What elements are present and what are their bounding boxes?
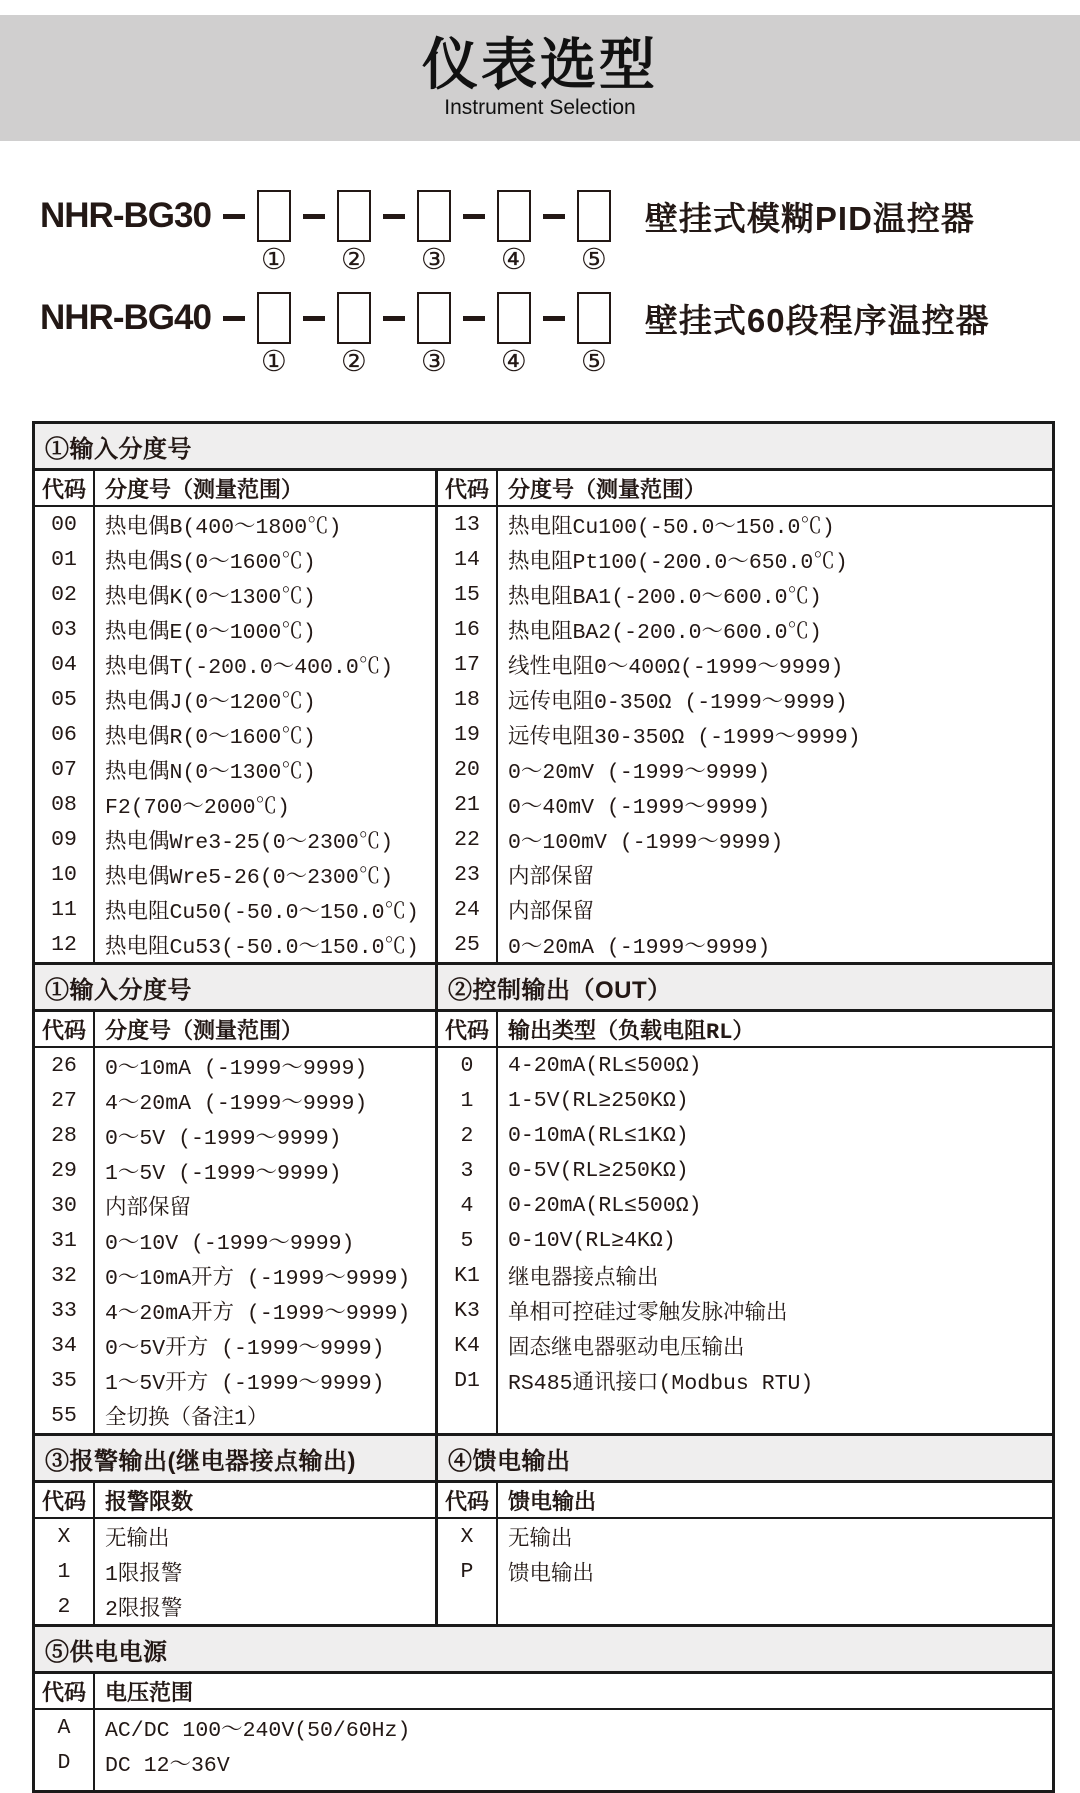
code-cell: 13 [454, 512, 480, 537]
spacer [40, 245, 1080, 275]
table-row [438, 577, 1052, 612]
label-cell: 热电阻BA1(-200.0～600.0℃) [508, 586, 822, 610]
label-cell: 0-20mA(RL≤500Ω) [508, 1193, 702, 1218]
section-body [35, 471, 1052, 962]
code-cell: 18 [454, 687, 480, 712]
label-cell: 全切换（备注1） [105, 1407, 269, 1431]
code-cell: K4 [454, 1333, 480, 1358]
label-cell: 热电阻Cu53(-50.0～150.0℃) [105, 936, 419, 960]
option-box [577, 292, 611, 344]
code-cell: 33 [51, 1298, 77, 1323]
code-cell: 4 [460, 1193, 474, 1218]
option-box [417, 292, 451, 344]
code-cell: 2 [57, 1594, 71, 1619]
table-row [438, 1223, 1052, 1258]
label-cell: 热电偶N(0～1300℃) [105, 761, 316, 785]
position-number: ④ [500, 244, 527, 276]
label-column-header: 电压范围 [105, 1681, 194, 1707]
code-cell: 10 [51, 862, 77, 887]
label-cell: 远传电阻30-350Ω (-1999～9999) [508, 726, 861, 750]
dash-separator [303, 316, 325, 321]
label-cell: 无输出 [105, 1528, 170, 1552]
column-header-row [438, 1483, 1052, 1519]
code-cell: 26 [51, 1053, 77, 1078]
dash-separator [543, 316, 565, 321]
dash-separator [303, 214, 325, 219]
label-cell: 0～10mA开方 (-1999～9999) [105, 1267, 411, 1291]
column-header-row [35, 471, 435, 507]
table-row [438, 857, 1052, 892]
column-header-row [35, 1012, 435, 1048]
label-cell: 热电阻Cu50(-50.0～150.0℃) [105, 901, 419, 925]
table-row [35, 1293, 435, 1328]
table-row [35, 892, 435, 927]
table-row [438, 507, 1052, 542]
table-row [35, 1223, 435, 1258]
model-code: NHR-BG40 [40, 298, 211, 337]
table-row [438, 1258, 1052, 1293]
label-cell: 单相可控硅过零触发脉冲输出 [508, 1302, 788, 1326]
option-box [257, 190, 291, 242]
code-cell: 04 [51, 652, 77, 677]
table-row [438, 892, 1052, 927]
table-row [35, 752, 435, 787]
table-row [35, 1118, 435, 1153]
label-cell: 0～40mV (-1999～9999) [508, 796, 771, 820]
column-header-row [35, 1483, 435, 1519]
table-row [438, 927, 1052, 962]
column-header-row [35, 1674, 1052, 1710]
option-box [497, 190, 531, 242]
table-row [35, 507, 435, 542]
code-cell: D1 [454, 1368, 480, 1393]
label-column-header: 分度号（测量范围） [105, 478, 304, 504]
label-cell: 0～20mV (-1999～9999) [508, 761, 771, 785]
table-row [438, 1328, 1052, 1363]
option-box [257, 292, 291, 344]
option-box [417, 190, 451, 242]
feed-output-column [438, 1483, 1052, 1624]
code-cell: 1 [57, 1559, 71, 1584]
position-number: ① [260, 346, 287, 378]
label-cell: 远传电阻0-350Ω (-1999～9999) [508, 691, 848, 715]
code-cell: 25 [454, 932, 480, 957]
code-cell: 07 [51, 757, 77, 782]
code-cell: 03 [51, 617, 77, 642]
code-column-header: 代码 [444, 478, 489, 504]
label-cell: 0-10V(RL≥4KΩ) [508, 1228, 676, 1253]
label-cell: 0～20mA (-1999～9999) [508, 936, 771, 960]
code-cell: 08 [51, 792, 77, 817]
code-cell: X [57, 1524, 71, 1549]
option-slot [417, 190, 451, 276]
option-slot [257, 190, 291, 276]
code-cell: 30 [51, 1193, 77, 1218]
model-line [40, 289, 1080, 378]
label-cell: 热电阻Cu100(-50.0～150.0℃) [508, 516, 835, 540]
dash-separator [223, 316, 245, 321]
code-cell: 00 [51, 512, 77, 537]
label-cell: 继电器接点输出 [508, 1267, 659, 1291]
code-cell: 02 [51, 582, 77, 607]
model-description: 壁挂式模糊PID温控器 [644, 199, 975, 237]
option-slot [497, 292, 531, 378]
table-row [438, 752, 1052, 787]
input-division-continued-column [35, 1012, 438, 1433]
code-cell: 23 [454, 862, 480, 887]
code-cell: 21 [454, 792, 480, 817]
label-column-header: 馈电输出 [508, 1490, 597, 1516]
position-number: ② [340, 346, 367, 378]
table-row [438, 1293, 1052, 1328]
option-box [577, 190, 611, 242]
label-cell: 0～5V (-1999～9999) [105, 1127, 342, 1151]
code-cell: 12 [51, 932, 77, 957]
code-cell: 28 [51, 1123, 77, 1148]
table-row [438, 787, 1052, 822]
label-cell: 热电阻BA2(-200.0～600.0℃) [508, 621, 822, 645]
code-cell: 1 [460, 1088, 474, 1113]
label-column-header: 输出类型（负载电阻RL） [508, 1019, 755, 1045]
label-cell: 热电偶Wre3-25(0～2300℃) [105, 831, 394, 855]
label-cell: 1-5V(RL≥250KΩ) [508, 1088, 689, 1113]
label-cell: 4～20mA (-1999～9999) [105, 1092, 368, 1116]
table-row [35, 927, 435, 962]
page-header [0, 15, 1080, 141]
dash-separator [543, 214, 565, 219]
option-slot [337, 292, 371, 378]
table-row [438, 647, 1052, 682]
code-cell: 09 [51, 827, 77, 852]
code-cell: 16 [454, 617, 480, 642]
section-title-control-output: ②控制输出（OUT） [448, 977, 672, 1004]
position-number: ③ [420, 346, 447, 378]
code-cell: P [460, 1559, 474, 1584]
code-cell: 06 [51, 722, 77, 747]
dash-separator [383, 214, 405, 219]
code-cell: 01 [51, 547, 77, 572]
table-row [35, 1328, 435, 1363]
table-row [438, 1188, 1052, 1223]
table-row [35, 1048, 435, 1083]
dash-separator [223, 214, 245, 219]
code-cell: 11 [51, 897, 77, 922]
table-row [35, 1554, 435, 1589]
input-division-left-column [35, 471, 438, 962]
label-cell: 固态继电器驱动电压输出 [508, 1337, 745, 1361]
top-margin [0, 0, 1080, 15]
position-number: ④ [500, 346, 527, 378]
code-cell: 32 [51, 1263, 77, 1288]
table-row [438, 1118, 1052, 1153]
code-column-header: 代码 [41, 1681, 86, 1707]
section-header-row [35, 424, 1052, 471]
model-description: 壁挂式60段程序温控器 [644, 301, 990, 339]
table-row [438, 822, 1052, 857]
alarm-output-column [35, 1483, 438, 1624]
code-cell: K1 [454, 1263, 480, 1288]
table-row [35, 717, 435, 752]
label-cell: 1～5V开方 (-1999～9999) [105, 1372, 385, 1396]
code-cell: D [57, 1750, 71, 1775]
label-cell: 0-5V(RL≥250KΩ) [508, 1158, 689, 1183]
label-cell: 0～10mA (-1999～9999) [105, 1057, 368, 1081]
label-cell: 0～10V (-1999～9999) [105, 1232, 355, 1256]
input-division-right-column [438, 471, 1052, 962]
label-cell: 内部保留 [105, 1197, 192, 1221]
table-row [438, 682, 1052, 717]
option-slot [497, 190, 531, 276]
table-row [35, 1258, 435, 1293]
section-header-row [35, 965, 1052, 1012]
label-cell: RS485通讯接口(Modbus RTU) [508, 1372, 814, 1396]
label-cell: 线性电阻0～400Ω(-1999～9999) [508, 656, 844, 680]
model-block [40, 187, 1080, 275]
model-code: NHR-BG30 [40, 196, 211, 235]
section-alarm-and-feed-output [35, 1436, 1052, 1627]
label-cell: 内部保留 [508, 866, 595, 890]
option-box [337, 292, 371, 344]
label-cell: AC/DC 100～240V(50/60Hz) [105, 1719, 411, 1743]
code-cell: K3 [454, 1298, 480, 1323]
position-number: ② [340, 244, 367, 276]
section-title: ①输入分度号 [45, 436, 192, 463]
table-row [438, 717, 1052, 752]
table-row [35, 577, 435, 612]
page-title: 仪表选型 [422, 33, 658, 97]
label-cell: 内部保留 [508, 901, 595, 925]
label-cell: 2限报警 [105, 1598, 183, 1622]
section-power-supply [35, 1627, 1052, 1790]
code-cell: 55 [51, 1403, 77, 1428]
section-title-feed-output: ④馈电输出 [448, 1448, 571, 1475]
table-row [35, 787, 435, 822]
table-row [438, 1554, 1052, 1589]
label-cell: 4～20mA开方 (-1999～9999) [105, 1302, 411, 1326]
label-column-header: 分度号（测量范围） [105, 1019, 304, 1045]
table-row [35, 1745, 1052, 1780]
label-cell: F2(700～2000℃) [105, 796, 290, 820]
code-cell: 5 [460, 1228, 474, 1253]
table-row [35, 1188, 435, 1223]
code-cell: 29 [51, 1158, 77, 1183]
table-row [35, 1083, 435, 1118]
section-input-division-1 [35, 424, 1052, 965]
option-slot [577, 292, 611, 378]
code-column-header: 代码 [444, 1019, 489, 1045]
section-header-row [35, 1627, 1052, 1674]
position-number: ① [260, 244, 287, 276]
section-title-alarm-output: ③报警输出(继电器接点输出) [35, 1436, 438, 1480]
table-row [35, 1363, 435, 1398]
code-cell: 35 [51, 1368, 77, 1393]
label-cell: 热电偶J(0～1200℃) [105, 691, 316, 715]
code-cell: 20 [454, 757, 480, 782]
option-box [337, 190, 371, 242]
code-cell: A [57, 1715, 71, 1740]
column-header-row [438, 471, 1052, 507]
code-cell: 3 [460, 1158, 474, 1183]
section-body [35, 1012, 1052, 1433]
dash-separator [463, 214, 485, 219]
label-cell: 馈电输出 [508, 1563, 595, 1587]
selection-table [32, 421, 1055, 1793]
label-column-header: 分度号（测量范围） [508, 478, 707, 504]
option-slot [417, 292, 451, 378]
table-row [35, 1519, 435, 1554]
option-box [497, 292, 531, 344]
table-row [438, 1048, 1052, 1083]
label-cell: DC 12～36V [105, 1754, 230, 1778]
table-row [35, 1589, 435, 1624]
section-input-division-2-and-control-output [35, 965, 1052, 1436]
table-row [438, 1153, 1052, 1188]
label-cell: 热电偶T(-200.0～400.0℃) [105, 656, 394, 680]
table-row [35, 822, 435, 857]
label-cell: 热电偶Wre5-26(0～2300℃) [105, 866, 394, 890]
section-header-row [35, 1436, 1052, 1483]
code-cell: 17 [454, 652, 480, 677]
code-cell: 05 [51, 687, 77, 712]
code-cell: 31 [51, 1228, 77, 1253]
position-number: ⑤ [580, 346, 607, 378]
power-supply-column [35, 1674, 1052, 1790]
code-cell: 22 [454, 827, 480, 852]
control-output-column [438, 1012, 1052, 1433]
label-cell: 热电偶B(400～1800℃) [105, 516, 342, 540]
position-number: ⑤ [580, 244, 607, 276]
option-slot [577, 190, 611, 276]
code-cell: 15 [454, 582, 480, 607]
code-cell: 24 [454, 897, 480, 922]
code-column-header: 代码 [41, 1490, 86, 1516]
label-cell: 热电阻Pt100(-200.0～650.0℃) [508, 551, 848, 575]
label-cell: 热电偶R(0～1600℃) [105, 726, 316, 750]
table-row [438, 1363, 1052, 1398]
label-cell: 热电偶E(0～1000℃) [105, 621, 316, 645]
dash-separator [463, 316, 485, 321]
table-row [35, 647, 435, 682]
table-row [438, 612, 1052, 647]
page-subtitle: Instrument Selection [444, 95, 636, 119]
code-cell: 34 [51, 1333, 77, 1358]
code-cell: 19 [454, 722, 480, 747]
section-title-input-division: ①输入分度号 [35, 965, 438, 1009]
section-title-power-supply: ⑤供电电源 [45, 1639, 168, 1666]
label-cell: 0～5V开方 (-1999～9999) [105, 1337, 385, 1361]
code-cell: 27 [51, 1088, 77, 1113]
table-row [35, 1710, 1052, 1745]
label-cell: 0-10mA(RL≤1KΩ) [508, 1123, 689, 1148]
label-cell: 热电偶S(0～1600℃) [105, 551, 316, 575]
label-cell: 热电偶K(0～1300℃) [105, 586, 316, 610]
label-column-header: 报警限数 [105, 1490, 194, 1516]
dash-separator [383, 316, 405, 321]
label-cell: 4-20mA(RL≤500Ω) [508, 1053, 702, 1078]
section-body [35, 1483, 1052, 1624]
table-row [438, 1519, 1052, 1554]
table-row [438, 1083, 1052, 1118]
table-row [35, 1398, 435, 1433]
table-row [35, 682, 435, 717]
option-slot [257, 292, 291, 378]
spacer [40, 347, 1080, 377]
code-cell: X [460, 1524, 474, 1549]
model-line [40, 187, 1080, 276]
label-cell: 1限报警 [105, 1563, 183, 1587]
section-body [35, 1674, 1052, 1790]
model-block [40, 289, 1080, 377]
position-number: ③ [420, 244, 447, 276]
code-column-header: 代码 [41, 478, 86, 504]
model-ordering-diagram [40, 187, 1080, 377]
code-cell: 14 [454, 547, 480, 572]
code-cell: 0 [460, 1053, 474, 1078]
table-row [438, 542, 1052, 577]
label-cell: 1～5V (-1999～9999) [105, 1162, 342, 1186]
label-cell: 0～100mV (-1999～9999) [508, 831, 784, 855]
option-slot [337, 190, 371, 276]
column-header-row [438, 1012, 1052, 1048]
code-column-header: 代码 [444, 1490, 489, 1516]
table-row [35, 857, 435, 892]
table-row [35, 612, 435, 647]
code-cell: 2 [460, 1123, 474, 1148]
code-column-header: 代码 [41, 1019, 86, 1045]
label-cell: 无输出 [508, 1528, 573, 1552]
table-row [35, 542, 435, 577]
table-row [35, 1153, 435, 1188]
